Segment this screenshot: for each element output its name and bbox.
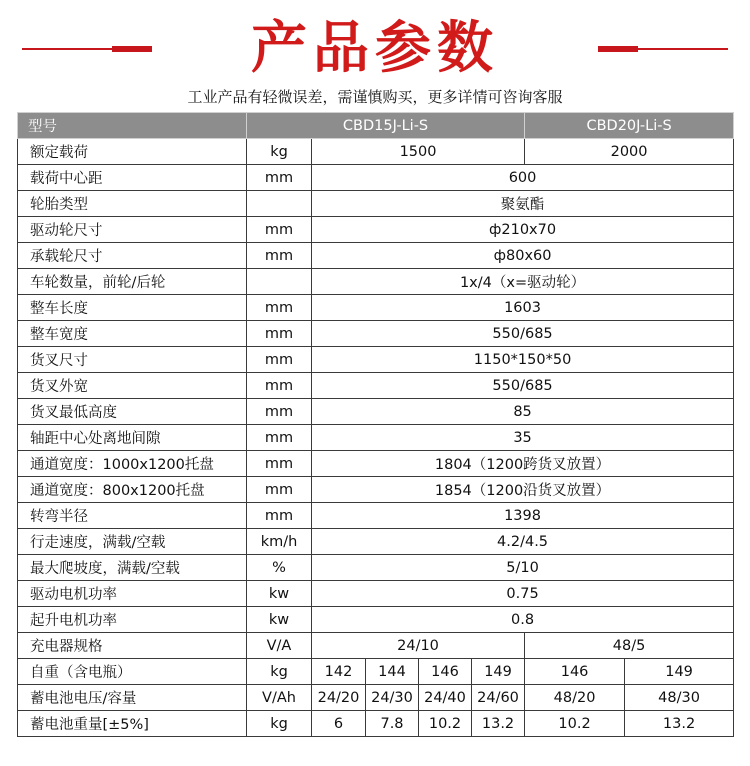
row-label: 蓄电池重量[±5%]	[18, 711, 247, 737]
row-value-model-a: 146	[419, 659, 472, 685]
row-value: 5/10	[312, 555, 734, 581]
row-label: 载荷中心距	[18, 165, 247, 191]
table-row	[18, 685, 734, 711]
table-row	[18, 243, 734, 269]
table-row	[18, 503, 734, 529]
row-label: 驱动轮尺寸	[18, 217, 247, 243]
row-unit: V/A	[247, 633, 312, 659]
table-row	[18, 139, 734, 165]
row-value: 0.8	[312, 607, 734, 633]
row-value-model-a: 6	[312, 711, 366, 737]
page-subtitle: 工业产品有轻微误差，需谨慎购买，更多详情可咨询客服	[187, 88, 563, 106]
row-value: 550/685	[312, 321, 734, 347]
row-unit: kg	[247, 659, 312, 685]
row-unit: mm	[247, 399, 312, 425]
row-label: 承载轮尺寸	[18, 243, 247, 269]
row-unit: mm	[247, 347, 312, 373]
row-value-model-b: 48/30	[625, 685, 734, 711]
row-unit: kw	[247, 607, 312, 633]
row-label: 车轮数量，前轮/后轮	[18, 269, 247, 295]
row-value-model-a: 24/60	[472, 685, 525, 711]
row-unit: mm	[247, 321, 312, 347]
row-unit: mm	[247, 477, 312, 503]
row-label: 货叉最低高度	[18, 399, 247, 425]
row-unit: mm	[247, 425, 312, 451]
row-value: 0.75	[312, 581, 734, 607]
row-value-model-b: 13.2	[625, 711, 734, 737]
table-row	[18, 321, 734, 347]
table-row	[18, 399, 734, 425]
row-label: 轮胎类型	[18, 191, 247, 217]
row-label: 货叉外宽	[18, 373, 247, 399]
row-unit: mm	[247, 451, 312, 477]
title-area	[0, 10, 750, 90]
row-label: 通道宽度：1000x1200托盘	[18, 451, 247, 477]
row-value-model-b: 146	[525, 659, 625, 685]
row-label: 充电器规格	[18, 633, 247, 659]
row-value-model-a: 24/30	[366, 685, 419, 711]
row-value: 4.2/4.5	[312, 529, 734, 555]
row-label: 行走速度，满载/空载	[18, 529, 247, 555]
row-label: 蓄电池电压/容量	[18, 685, 247, 711]
table-row	[18, 269, 734, 295]
table-row	[18, 581, 734, 607]
table-row	[18, 607, 734, 633]
row-unit: km/h	[247, 529, 312, 555]
row-value-model-a: 1500	[312, 139, 525, 165]
spec-table-body	[18, 113, 734, 737]
table-row	[18, 711, 734, 737]
row-label: 驱动电机功率	[18, 581, 247, 607]
row-unit: mm	[247, 503, 312, 529]
row-value: ф210x70	[312, 217, 734, 243]
header-model-label: 型号	[18, 113, 247, 139]
row-value-model-a: 149	[472, 659, 525, 685]
row-label: 货叉尺寸	[18, 347, 247, 373]
row-value-model-b: 48/5	[525, 633, 734, 659]
table-row	[18, 451, 734, 477]
row-value: ф80x60	[312, 243, 734, 269]
table-row	[18, 529, 734, 555]
row-value-model-b: 48/20	[525, 685, 625, 711]
row-label: 转弯半径	[18, 503, 247, 529]
row-unit: kg	[247, 139, 312, 165]
row-value: 1398	[312, 503, 734, 529]
table-row	[18, 165, 734, 191]
row-unit: kw	[247, 581, 312, 607]
row-unit: %	[247, 555, 312, 581]
row-label: 最大爬坡度，满载/空载	[18, 555, 247, 581]
decor-bar-right	[598, 46, 638, 52]
row-value: 1150*150*50	[312, 347, 734, 373]
table-row	[18, 347, 734, 373]
row-value: 1804（1200跨货叉放置）	[312, 451, 734, 477]
row-unit: mm	[247, 295, 312, 321]
row-label: 起升电机功率	[18, 607, 247, 633]
row-value: 聚氨酯	[312, 191, 734, 217]
table-row	[18, 217, 734, 243]
row-label: 通道宽度：800x1200托盘	[18, 477, 247, 503]
row-value-model-b: 149	[625, 659, 734, 685]
row-value-model-a: 142	[312, 659, 366, 685]
row-value-model-a: 13.2	[472, 711, 525, 737]
table-row	[18, 373, 734, 399]
table-row	[18, 659, 734, 685]
row-unit	[247, 191, 312, 217]
row-unit: mm	[247, 243, 312, 269]
table-row	[18, 633, 734, 659]
row-value-model-a: 24/10	[312, 633, 525, 659]
row-label: 额定载荷	[18, 139, 247, 165]
row-value-model-a: 7.8	[366, 711, 419, 737]
row-value-model-b: 10.2	[525, 711, 625, 737]
row-value: 1854（1200沿货叉放置）	[312, 477, 734, 503]
table-header-row	[18, 113, 734, 139]
row-unit: mm	[247, 217, 312, 243]
row-value: 550/685	[312, 373, 734, 399]
header-model-b: CBD20J-Li-S	[525, 113, 734, 139]
row-unit: kg	[247, 711, 312, 737]
header-model-a: CBD15J-Li-S	[247, 113, 525, 139]
row-value: 600	[312, 165, 734, 191]
row-label: 轴距中心处离地间隙	[18, 425, 247, 451]
table-row	[18, 477, 734, 503]
row-value: 35	[312, 425, 734, 451]
row-value-model-b: 2000	[525, 139, 734, 165]
row-value-model-a: 144	[366, 659, 419, 685]
row-unit	[247, 269, 312, 295]
row-label: 自重（含电瓶）	[18, 659, 247, 685]
table-row	[18, 191, 734, 217]
row-label: 整车宽度	[18, 321, 247, 347]
row-value-model-a: 24/20	[312, 685, 366, 711]
page-title: 产品参数	[251, 16, 499, 81]
table-row	[18, 555, 734, 581]
row-value: 1603	[312, 295, 734, 321]
row-value: 1x/4（x=驱动轮）	[312, 269, 734, 295]
row-unit: mm	[247, 373, 312, 399]
row-value-model-a: 24/40	[419, 685, 472, 711]
row-unit: mm	[247, 165, 312, 191]
row-value-model-a: 10.2	[419, 711, 472, 737]
table-row	[18, 425, 734, 451]
spec-table	[17, 112, 734, 737]
row-unit: V/Ah	[247, 685, 312, 711]
table-row	[18, 295, 734, 321]
row-label: 整车长度	[18, 295, 247, 321]
row-value: 85	[312, 399, 734, 425]
